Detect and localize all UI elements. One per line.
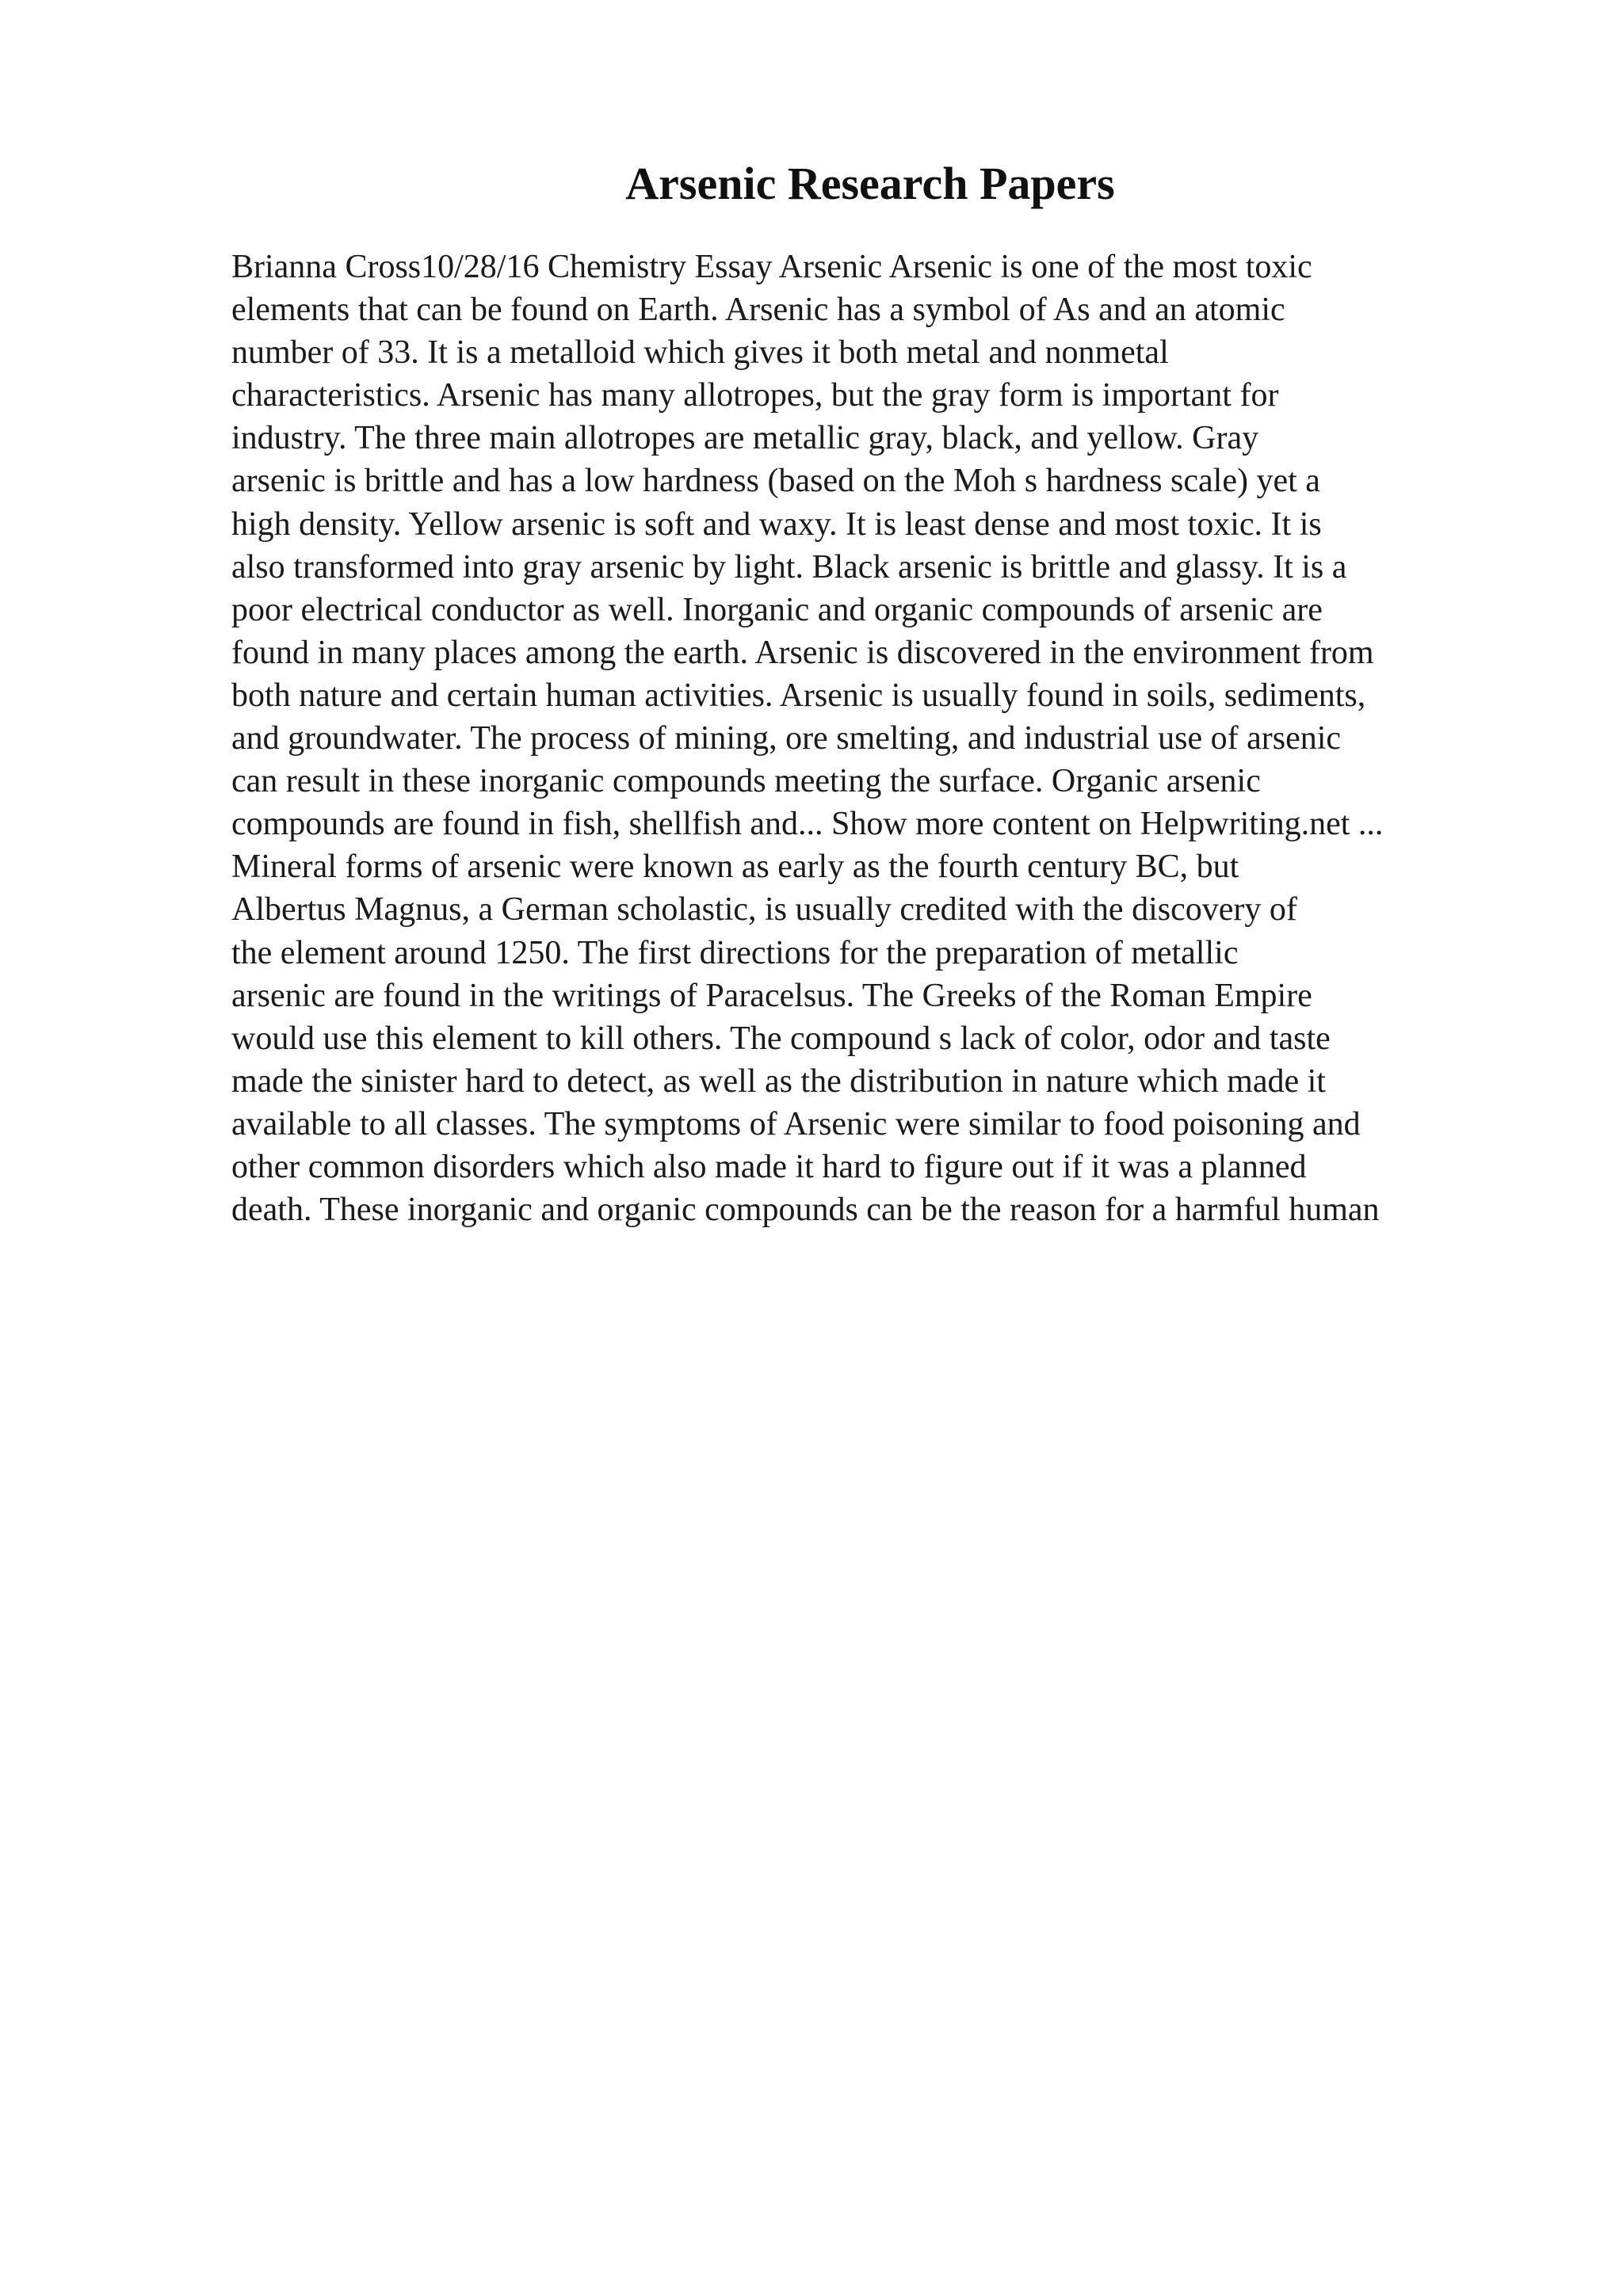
body-text-line: Albertus Magnus, a German scholastic, is usually credited with the discovery of — [231, 891, 1297, 929]
body-text-line: other common disorders which also made it hard to figure out if it was a planned — [231, 1148, 1307, 1185]
body-text-line: available to all classes. The symptoms of Arsenic were similar to food poisoning and — [231, 1105, 1361, 1142]
body-text-line: also transformed into gray arsenic by light. Black arsenic is brittle and glassy. It is a — [231, 548, 1347, 585]
body-text-line: arsenic are found in the writings of Paracelsus. The Greeks of the Roman Empire — [231, 977, 1312, 1014]
body-text-line: elements that can be found on Earth. Arsenic has a symbol of As and an atomic — [231, 292, 1285, 329]
body-text-line: Mineral forms of arsenic were known as early as the fourth century BC, but — [231, 849, 1239, 886]
body-text-line: Brianna Cross10/28/16 Chemistry Essay Arsenic Arsenic is one of the most toxic — [231, 249, 1312, 285]
body-text-line: made the sinister hard to detect, as well as the distribution in nature which made it — [231, 1062, 1326, 1100]
body-text-line: and groundwater. The process of mining, ore smelting, and industrial use of arsenic — [231, 720, 1342, 757]
document-title: Arsenic Research Papers — [625, 158, 1115, 209]
body-text-line: both nature and certain human activities. Arsenic is usually found in soils, sediments, — [231, 677, 1366, 714]
body-text-line: industry. The three main allotropes are metallic gray, black, and yellow. Gray — [231, 420, 1259, 457]
body-text-line: number of 33. It is a metalloid which gives it both metal and nonmetal — [231, 334, 1169, 372]
body-text-line: poor electrical conductor as well. Inorganic and organic compounds of arsenic are — [231, 591, 1323, 628]
body-text-line: compounds are found in fish, shellfish and... Show more content on Helpwriting.net ... — [231, 806, 1384, 843]
body-text-line: would use this element to kill others. The compound s lack of color, odor and taste — [231, 1020, 1331, 1057]
body-text-line: found in many places among the earth. Arsenic is discovered in the environment from — [231, 634, 1374, 671]
document-body — [231, 246, 1594, 1231]
body-text-line: arsenic is brittle and has a low hardness (based on the Moh s hardness scale) yet a — [231, 463, 1320, 500]
body-text-line: can result in these inorganic compounds meeting the surface. Organic arsenic — [231, 763, 1261, 800]
body-text-line: the element around 1250. The first directions for the preparation of metallic — [231, 934, 1239, 971]
body-text-line: characteristics. Arsenic has many allotropes, but the gray form is important for — [231, 377, 1279, 414]
body-text-line: high density. Yellow arsenic is soft and waxy. It is least dense and most toxic. It is — [231, 505, 1322, 543]
body-text-line: death. These inorganic and organic compounds can be the reason for a harmful human — [231, 1192, 1380, 1229]
